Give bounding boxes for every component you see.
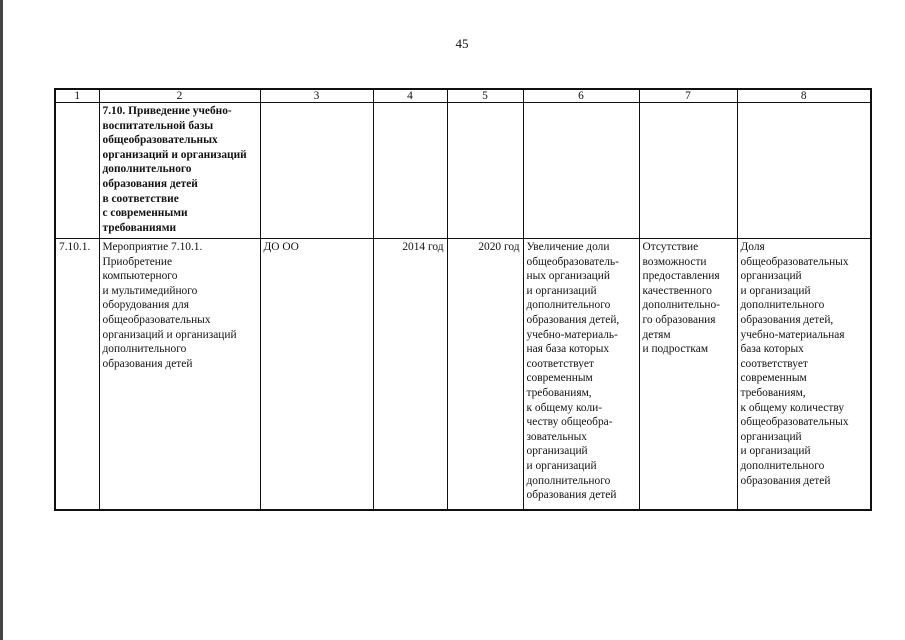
- column-header-7: 7: [639, 89, 737, 103]
- program-table: [54, 88, 872, 511]
- expected-result-cell: [523, 239, 639, 511]
- start-year-cell: 2014 год: [373, 239, 447, 511]
- section-empty-cell: [639, 103, 737, 239]
- column-header-3: 3: [260, 89, 373, 103]
- event-description-cell: [99, 239, 260, 511]
- target-indicator: Доля общеобразовательных организаций и организаций дополнительного образования детей, учебно-материальная база которых соответствует современным требованиям, к общему количеству общеобразовательных организаций и организаций дополнительного образования детей: [740, 241, 849, 487]
- section-title-cell: [99, 103, 260, 239]
- column-number-row: [55, 89, 871, 103]
- section-empty-cell: [447, 103, 523, 239]
- table-row: [55, 239, 871, 511]
- column-header-8: 8: [737, 89, 871, 103]
- column-header-1: 1: [55, 89, 99, 103]
- column-header-6: 6: [523, 89, 639, 103]
- section-empty-cell: [737, 103, 871, 239]
- end-year-cell: 2020 год: [447, 239, 523, 511]
- event-description: Мероприятие 7.10.1. Приобретение компьютерного и мультимедийного оборудования для общеобразовательных организаций и организаций дополнительного образования детей: [102, 241, 237, 370]
- section-row: [55, 103, 871, 239]
- page-number: 45: [455, 36, 469, 51]
- section-empty-cell: [260, 103, 373, 239]
- indicator-cell: [737, 239, 871, 511]
- section-title: 7.10. Приведение учебно- воспитательной базы общеобразовательных организаций и организаций дополнительного образования детей в соответствие с современными требованиями: [102, 105, 247, 234]
- column-header-4: 4: [373, 89, 447, 103]
- row-number: 7.10.1.: [55, 239, 99, 511]
- column-header-5: 5: [447, 89, 523, 103]
- non-implementation-consequences: Отсутствие возможности предоставления качественного дополнительно- го образования детям и подросткам: [642, 241, 721, 356]
- consequences-cell: [639, 239, 737, 511]
- executor-cell: ДО ОО: [260, 239, 373, 511]
- scan-edge-shadow: [0, 0, 3, 640]
- section-number-cell: [55, 103, 99, 239]
- expected-result: Увеличение доли общеобразователь- ных организаций и организаций дополнительного образования детей, учебно-материаль- ная база которых соответствует современным требованиям, к общему коли- честву общеобра- зовательных организаций и организаций дополнительного образования детей: [526, 241, 620, 502]
- section-empty-cell: [523, 103, 639, 239]
- section-empty-cell: [373, 103, 447, 239]
- column-header-2: 2: [99, 89, 260, 103]
